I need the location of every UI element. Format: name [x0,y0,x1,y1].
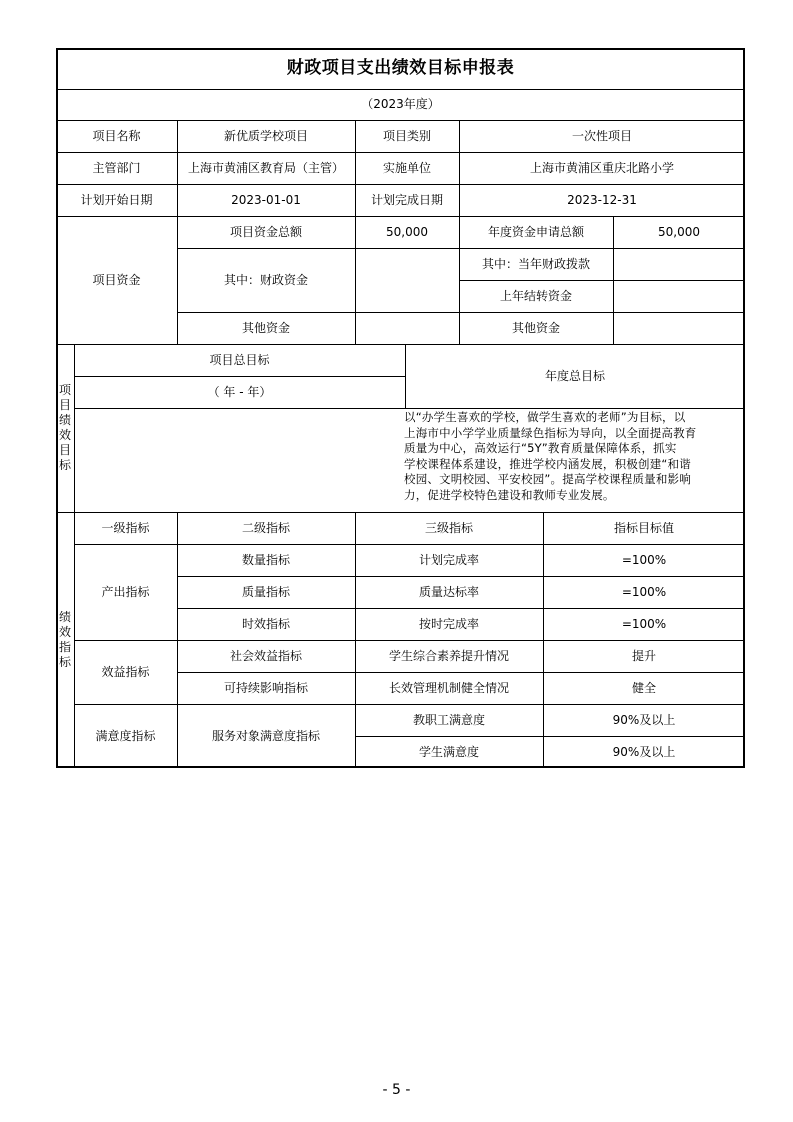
annual-goal-line: 以“办学生喜欢的学校，做学生喜欢的老师”为目标，以 [404,410,686,424]
satisfaction-indicators-label: 满意度指标 [95,728,156,743]
indicator-value: 健全 [631,680,656,695]
annual-goal-text [402,408,745,512]
funds-annual-label: 年度资金申请总额 [487,224,584,239]
form-title: 财政项目支出绩效目标申报表 [286,58,515,79]
form-year: （2023年度） [361,97,440,112]
quantity-indicator: 数量指标 [241,552,290,567]
indicators-side-label [56,512,74,768]
indicator-value: 提升 [631,648,656,663]
indicator-value: 90%及以上 [612,744,676,759]
start-date-label: 计划开始日期 [80,192,153,207]
header-level1: 一级指标 [101,520,150,535]
funds-other-label: 其他资金 [241,320,290,335]
page-number: - 5 - [382,1082,411,1098]
dept: 上海市黄浦区教育局（主管） [187,160,344,175]
quality-indicator: 质量指标 [241,584,290,599]
goals-side-char: 绩 [58,413,71,427]
indicator-value: =100% [621,584,667,599]
end-date-label: 计划完成日期 [370,192,443,207]
indicators-side-char: 指 [58,640,71,654]
start-date: 2023-01-01 [231,192,301,207]
indicator-name: 学生综合素养提升情况 [388,648,509,663]
indicator-value: =100% [621,616,667,631]
goals-side-char: 效 [58,428,71,442]
funds-total: 50,000 [386,224,428,239]
annual-goal-line: 学校课程体系建设，推进学校内涵发展，积极创建“和谐 [404,456,691,471]
indicators-side-char: 绩 [58,610,71,624]
annual-goal-line: 力，促进学校特色建设和教师专业发展。 [404,487,615,502]
indicator-name: 教职工满意度 [412,712,485,727]
indicator-name: 学生满意度 [418,744,479,759]
indicator-name: 长效管理机制健全情况 [388,680,509,695]
funds-current-label: 其中：当年财政拨款 [481,256,590,271]
header-level2: 二级指标 [241,520,290,535]
funds-total-label: 项目资金总额 [229,224,302,239]
annual-goal-line: 校园、文明校园、平安校园”。提高学校课程质量和影响 [404,472,691,486]
project-type: 一次性项目 [571,128,632,143]
project-type-label: 项目类别 [382,128,431,143]
funds-label: 项目资金 [92,272,141,287]
indicator-name: 计划完成率 [418,552,479,567]
project-name: 新优质学校项目 [223,128,308,143]
indicators-side-char: 标 [58,655,71,669]
funds-carryover-label: 上年结转资金 [499,288,572,303]
sustainable-impact-indicator: 可持续影响指标 [223,680,308,695]
social-benefit-indicator: 社会效益指标 [229,648,302,663]
annual-goal-line: 质量为中心，高效运行“5Y”教育质量保障体系，抓实 [404,441,677,455]
output-indicators-label: 产出指标 [101,584,150,599]
indicator-name: 按时完成率 [418,616,479,631]
header-target: 指标目标值 [613,520,674,535]
goals-side-char: 目 [58,443,71,457]
indicators-side-char: 效 [58,625,71,639]
project-name-label: 项目名称 [92,128,141,143]
goals-side-char: 项 [58,383,71,397]
impl-label: 实施单位 [382,160,431,175]
indicator-name: 质量达标率 [418,584,479,599]
goals-side-char: 标 [58,458,71,472]
header-level3: 三级指标 [424,520,473,535]
annual-goal-line: 上海市中小学学业质量绿色指标为导向，以全面提高教育 [404,425,697,440]
funds-fiscal-label: 其中：财政资金 [223,272,308,287]
service-satisfaction-indicator: 服务对象满意度指标 [211,728,320,743]
goals-side-char: 目 [58,398,71,412]
dept-label: 主管部门 [92,160,141,175]
benefit-indicators-label: 效益指标 [101,664,150,679]
timeliness-indicator: 时效指标 [241,616,290,631]
indicator-value: 90%及以上 [612,712,676,727]
goals-side-label [56,344,74,512]
end-date: 2023-12-31 [567,192,637,207]
overall-goal-label: 项目总目标 [209,352,270,367]
indicator-value: =100% [621,552,667,567]
annual-goal-label: 年度总目标 [544,368,605,383]
funds-annual: 50,000 [658,224,700,239]
goal-period: （ 年 - 年） [207,384,272,399]
funds-other-label-right: 其他资金 [511,320,560,335]
impl-unit: 上海市黄浦区重庆北路小学 [529,160,674,175]
